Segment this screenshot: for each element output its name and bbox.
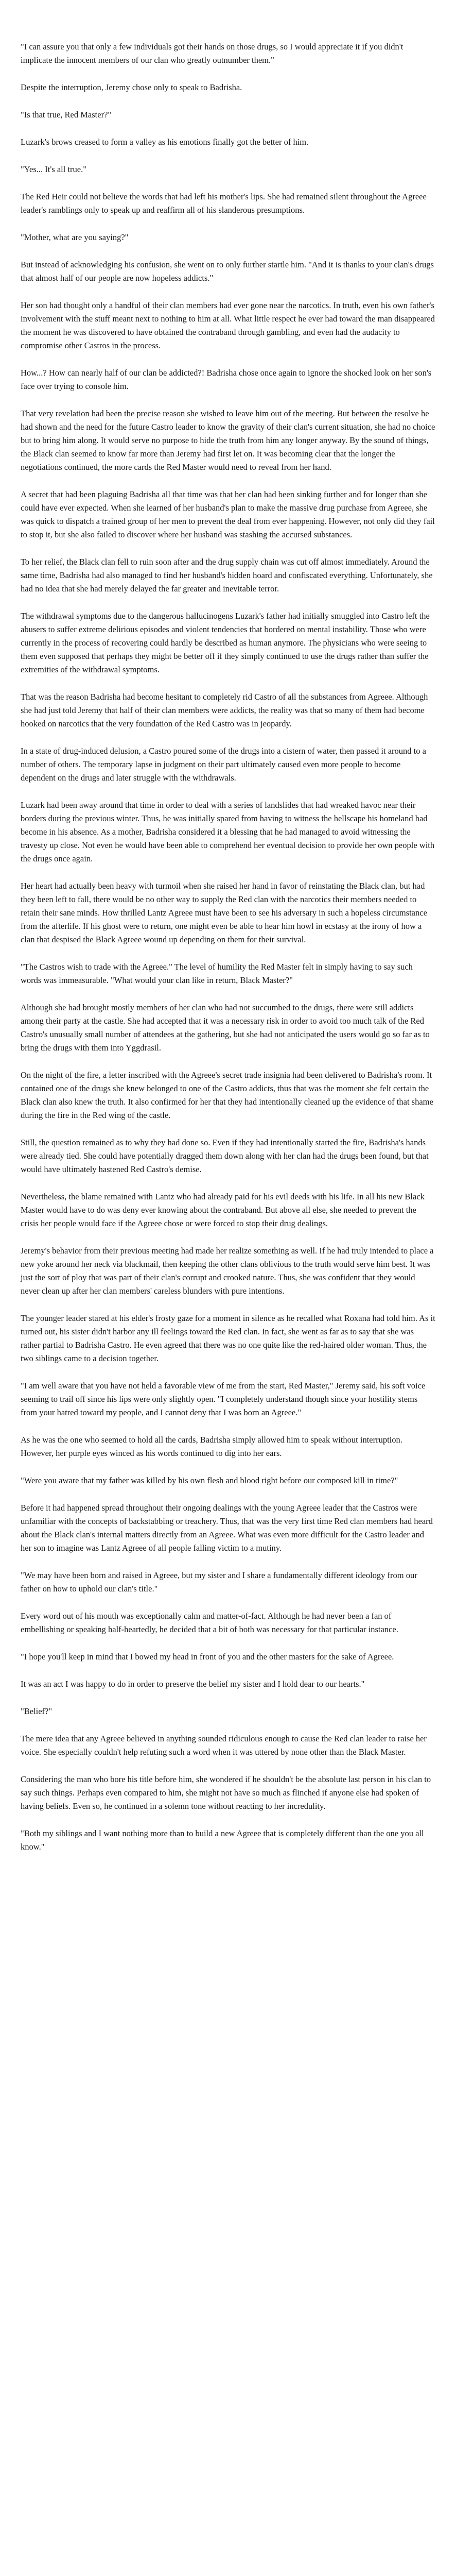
paragraph: It was an act I was happy to do in order to preserve the belief my sister and I hold dear to our hearts." <box>21 1679 365 1689</box>
paragraph: Before it had happened spread throughout their ongoing dealings with the young Agreee leader that the Castros were unfamiliar with the concepts of backstabbing or treachery. Thus, that was the very first time Red clan members had heard about the Black clan's internal matters directly from an Agreee. What was even more difficult for the Castro leader and her son to imagine was Lantz Agreee of all people falling victim to a mutiny. <box>21 1503 433 1553</box>
paragraph: To her relief, the Black clan fell to ruin soon after and the drug supply chain was cut off almost immediately. Around the same time, Badrisha had also managed to find her husband's hidden hoard and confiscated everything. Unfortunately, she had no idea that she had merely delayed the far greater and inevitable terror. <box>21 557 433 594</box>
paragraph: Her heart had actually been heavy with turmoil when she raised her hand in favor of reinstating the Black clan, but had they been left to fall, there would be no other way to supply the Red clan with the narcotics their members needed to retain their sane minds. How thrilled Lantz Agreee must have been to see his adversary in such a hopeless circumstance from the afterlife. If his ghost were to return, one might even be able to hear him howl in ecstasy at the irony of how a clan that despised the Black Agreee wound up depending on them for their survival. <box>21 881 427 944</box>
paragraph: As he was the one who seemed to hold all the cards, Badrisha simply allowed him to speak without interruption. However, her purple eyes winced as his words continued to dig into her ears. <box>21 1435 402 1458</box>
paragraph: In a state of drug-induced delusion, a Castro poured some of the drugs into a cistern of water, then passed it around to a number of others. The temporary lapse in judgment on their part ultimately caused even more people to become dependent on the drugs and later struggle with the withdrawals. <box>21 746 426 783</box>
paragraph: The Red Heir could not believe the words that had left his mother's lips. She had remained silent throughout the Agreee leader's ramblings only to speak up and reaffirm all of his slanderous presumptions. <box>21 192 427 215</box>
story-body <box>21 40 435 1854</box>
paragraph: "Were you aware that my father was killed by his own flesh and blood right before our composed kill in time?" <box>21 1476 398 1485</box>
paragraph: "I hope you'll keep in mind that I bowed my head in front of you and the other masters for the sake of Agreee. <box>21 1652 394 1662</box>
paragraph: "Mother, what are you saying?" <box>21 232 129 242</box>
paragraph: "The Castros wish to trade with the Agreee." The level of humility the Red Master felt in simply having to say such words was immeasurable. "What would your clan like in return, Black Master?" <box>21 962 413 985</box>
paragraph: "Belief?" <box>21 1706 52 1716</box>
paragraph: The withdrawal symptoms due to the dangerous hallucinogens Luzark's father had initially smuggled into Castro left the abusers to suffer extreme delirious episodes and violent tendencies that bordered on mental instability. Those who were currently in the process of recovering could hardly be described as human anymore. The physicians who were seeing to them even supposed that perhaps they might be better off if they simply continued to use the drugs rather than suffer the extremities of the withdrawal symptoms. <box>21 611 430 674</box>
paragraph: Luzark had been away around that time in order to deal with a series of landslides that had wreaked havoc near their borders during the previous winter. Thus, he was initially spared from having to witness the hellscape his homeland had become in his absence. As a mother, Badrisha considered it a blessing that he had managed to avoid witnessing the travesty up close. Not even he would have been able to comprehend her eventual decision to provide her own people with the drugs once again. <box>21 800 435 863</box>
paragraph: On the night of the fire, a letter inscribed with the Agreee's secret trade insignia had been delivered to Badrisha's room. It contained one of the drugs she knew belonged to one of the Castro addicts, thus that was the moment she felt certain the Black clan also knew the truth. It also confirmed for her that they had intentionally cleaned up the evidence of that shame during the fire in the Red wing of the castle. <box>21 1070 433 1120</box>
paragraph: A secret that had been plaguing Badrisha all that time was that her clan had been sinking further and for longer than she could have ever expected. When she learned of her husband's plan to make the massive drug purchase from Agreee, she was quick to dispatch a trained group of her men to prevent the deal from ever happening. However, not only did they fail to stop it, but she also failed to discover where her husband was stashing the accursed substances. <box>21 489 435 539</box>
paragraph: Although she had brought mostly members of her clan who had not succumbed to the drugs, there were still addicts among their party at the castle. She had accepted that it was a necessary risk in order to avoid too much talk of the Red Castro's unusually small number of attendees at the gathering, but she had not anticipated the users would go so far as to bring the drugs with them into Yggdrasil. <box>21 1003 430 1053</box>
paragraph: Nevertheless, the blame remained with Lantz who had already paid for his evil deeds with his life. In all his new Black Master would have to do was deny ever knowing about the contraband. But above all else, she needed to prevent the crisis her people would face if the Agreee chose or were forced to stop their drug dealings. <box>21 1192 425 1228</box>
paragraph: Her son had thought only a handful of their clan members had ever gone near the narcotics. In truth, even his own father's involvement with the stuff meant next to nothing to him at all. What little respect he ever had toward the man disappeared the moment he was discovered to have obtained the contraband through gambling, and even had the audacity to compromise other Castros in the process. <box>21 300 435 350</box>
paragraph: Luzark's brows creased to form a valley as his emotions finally got the better of him. <box>21 137 309 147</box>
paragraph: The mere idea that any Agreee believed in anything sounded ridiculous enough to cause the Red clan leader to raise her voice. She especially couldn't help refuting such a word when it was uttered by none other than the Black Master. <box>21 1734 427 1757</box>
paragraph: "Is that true, Red Master?" <box>21 110 112 120</box>
paragraph: "Both my siblings and I want nothing more than to build a new Agreee that is completely different than the one you all know." <box>21 1828 424 1852</box>
paragraph: That very revelation had been the precise reason she wished to leave him out of the meeting. But between the resolve he had shown and the need for the future Castro leader to know the gravity of their clan's current situation, she had no choice but to bring him along. It would serve no purpose to hide the truth from him any longer anyway. By the sound of things, the Black clan seemed to know far more than Jeremy had first let on. It was becoming clear that the longer the negotiations continued, the more cards the Red Master would need to reveal from her hand. <box>21 409 435 472</box>
paragraph: "I can assure you that only a few individuals got their hands on those drugs, so I would appreciate it if you didn't implicate the innocent members of our clan who greatly outnumber them." <box>21 42 404 65</box>
paragraph: "We may have been born and raised in Agreee, but my sister and I share a fundamentally different ideology from our father on how to uphold our clan's title." <box>21 1570 417 1594</box>
paragraph: Jeremy's behavior from their previous meeting had made her realize something as well. If he had truly intended to place a new yoke around her neck via blackmail, then keeping the other clans oblivious to the truth would serve him best. It was just the sort of ploy that was part of their clan's corrupt and crooked nature. Thus, she was confident that they would never clean up after her clan members' careless blunders with pure intentions. <box>21 1246 434 1296</box>
paragraph: How...? How can nearly half of our clan be addicted?! Badrisha chose once again to ignore the shocked look on her son's face over trying to console him. <box>21 368 432 391</box>
paragraph: That was the reason Badrisha had become hesitant to completely rid Castro of all the substances from Agreee. Although she had just told Jeremy that half of their clan members were addicts, the reality was that so many of them had become hooked on narcotics that the very foundation of the Red Castro was in jeopardy. <box>21 692 428 728</box>
paragraph: But instead of acknowledging his confusion, she went on to only further startle him. "And it is thanks to your clan's drugs that almost half of our people are now hopeless addicts." <box>21 260 434 283</box>
paragraph: Still, the question remained as to why they had done so. Even if they had intentionally started the fire, Badrisha's hands were already tied. She could have potentially dragged them down along with her clan had the drugs been found, but that would have ultimately hastened Red Castro's demise. <box>21 1138 429 1174</box>
paragraph: "I am well aware that you have not held a favorable view of me from the start, Red Master," Jeremy said, his soft voice seeming to trail off since his lips were only slightly open. "I completely understand though since your hostility stems from your hatred toward my people, and I cannot deny that I was born an Agreee." <box>21 1381 426 1417</box>
paragraph: Every word out of his mouth was exceptionally calm and matter-of-fact. Although he had never been a fan of embellishing or speaking half-heartedly, he decided that a bit of both was necessary for that particular instance. <box>21 1611 398 1634</box>
paragraph: Despite the interruption, Jeremy chose only to speak to Badrisha. <box>21 82 242 92</box>
paragraph: The younger leader stared at his elder's frosty gaze for a moment in silence as he recalled what Roxana had told him. As it turned out, his sister didn't harbor any ill feelings toward the Red clan. In fact, she went as far as to say that she was rather partial to Badrisha Castro. He even agreed that there was no one quite like the red-haired older woman. Thus, the two siblings came to a decision together. <box>21 1313 435 1363</box>
paragraph: "Yes... It's all true." <box>21 164 86 174</box>
paragraph: Considering the man who bore his title before him, she wondered if he shouldn't be the absolute last person in his clan to say such things. Perhaps even compared to him, she might not have so much as flinched if anyone else had spoken of having beliefs. Even so, he continued in a solemn tone without reacting to her incredulity. <box>21 1774 431 1811</box>
